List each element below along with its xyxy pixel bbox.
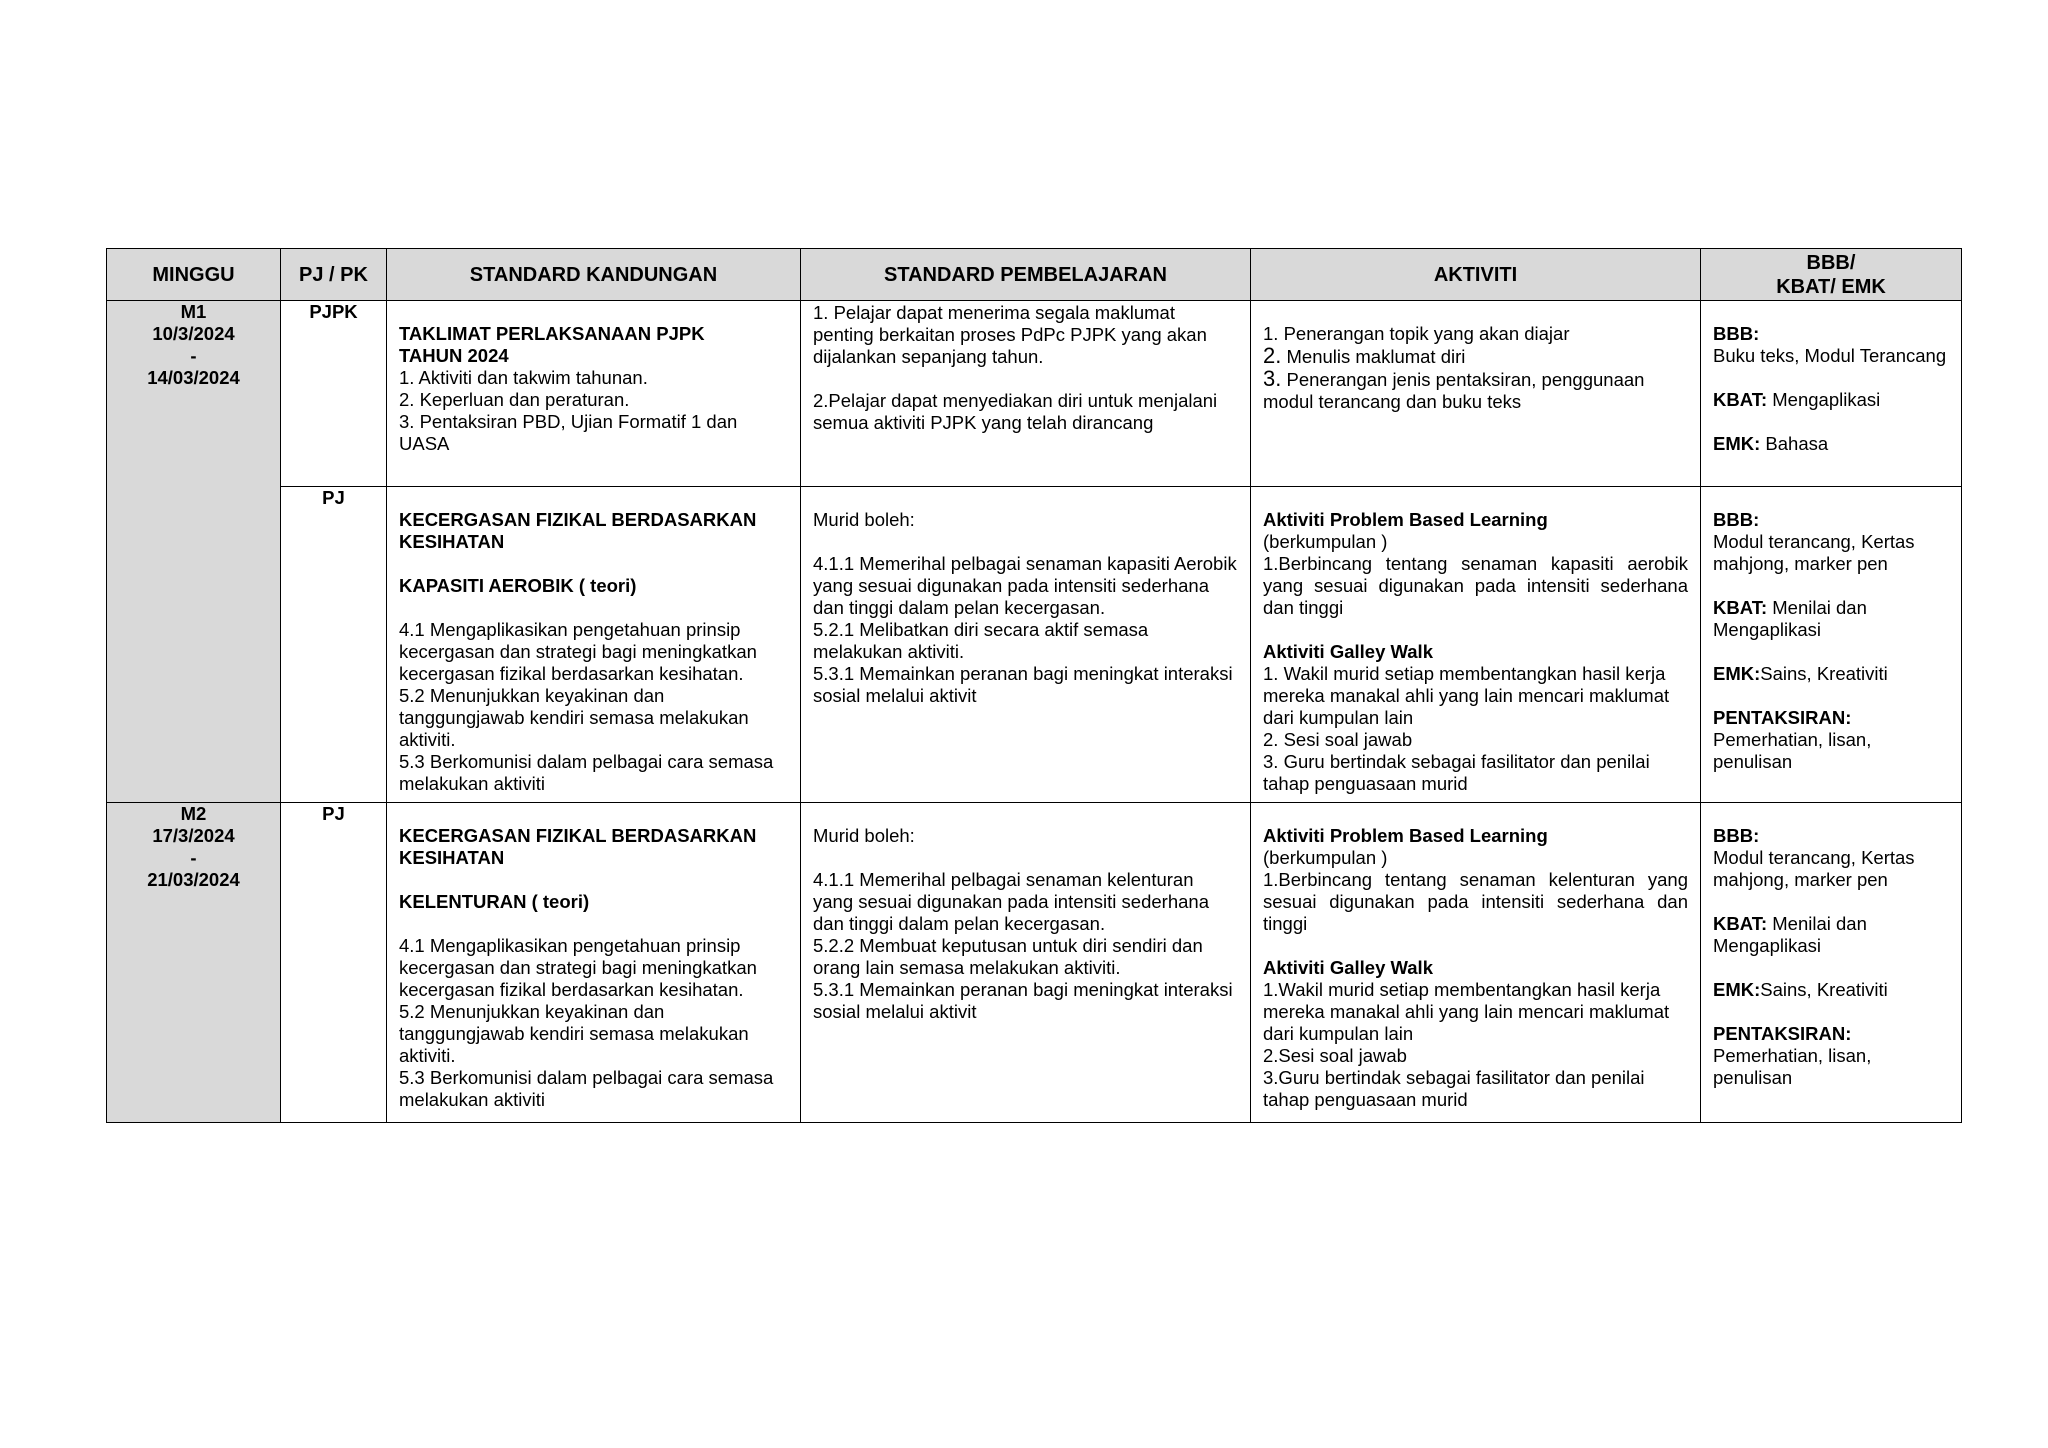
activity-group-note: (berkumpulan ) — [1263, 847, 1388, 868]
sk-item: 3. Pentaksiran PBD, Ujian Formatif 1 dan UASA — [399, 411, 738, 454]
activity-item: 2.Sesi soal jawab — [1263, 1045, 1407, 1066]
aktiviti-cell — [1251, 803, 1701, 1123]
bbb-cell — [1701, 301, 1962, 487]
activity-item: 1.Berbincang tentang senaman kelenturan yang sesuai digunakan pada intensiti sederhana dan tinggi — [1263, 869, 1688, 934]
sp-item: 5.3.1 Memainkan peranan bagi meningkat interaksi sosial melalui aktivit — [813, 979, 1233, 1022]
week-label: M2 — [180, 803, 207, 824]
standard-kandungan-cell — [387, 803, 801, 1123]
bbb-label: BBB: — [1713, 509, 1760, 530]
activity-item: 1. Wakil murid setiap membentangkan hasil kerja mereka manakal ahli yang lain mencari maklumat dari kumpulan lain — [1263, 663, 1670, 728]
type-cell: PJ — [281, 487, 387, 803]
sp-intro: Murid boleh: — [813, 825, 915, 846]
header-pj-pk: PJ / PK — [281, 249, 387, 301]
week-cell-m2 — [107, 803, 281, 1123]
table-row — [107, 487, 1962, 803]
pentaksiran-label: PENTAKSIRAN: — [1713, 1023, 1852, 1044]
sk-title: KECERGASAN FIZIKAL BERDASARKAN KESIHATAN — [399, 509, 757, 552]
activity-item: 2. Menulis maklumat diri — [1263, 343, 1466, 368]
sk-item: 5.3 Berkomunisi dalam pelbagai cara semasa melakukan aktiviti — [399, 1067, 774, 1110]
bbb-value: Modul terancang, Kertas mahjong, marker pen — [1713, 847, 1915, 890]
activity-item: 2. Sesi soal jawab — [1263, 729, 1413, 750]
sk-item: 5.2 Menunjukkan keyakinan dan tanggungjawab kendiri semasa melakukan aktiviti. — [399, 1001, 749, 1066]
sk-item: 2. Keperluan dan peraturan. — [399, 389, 630, 410]
type-cell: PJ — [281, 803, 387, 1123]
week-start-date: 10/3/2024 — [152, 323, 235, 344]
sk-item: 4.1 Mengaplikasikan pengetahuan prinsip kecergasan dan strategi bagi meningkatkan kecergasan fizikal berdasarkan kesihatan. — [399, 619, 757, 684]
type-cell: PJPK — [281, 301, 387, 487]
bbb-label: BBB: — [1713, 323, 1760, 344]
header-aktiviti: AKTIVITI — [1251, 249, 1701, 301]
sp-item: 4.1.1 Memerihal pelbagai senaman kapasiti Aerobik yang sesuai digunakan pada intensiti sederhana dan tinggi dalam pelan kecergasan. — [813, 553, 1237, 618]
sk-item: 1. Aktiviti dan takwim tahunan. — [399, 367, 648, 388]
activity-heading: Aktiviti Problem Based Learning — [1263, 825, 1548, 846]
kbat-line: KBAT: Menilai dan Mengaplikasi — [1713, 913, 1867, 956]
sp-intro: Murid boleh: — [813, 509, 915, 530]
header-minggu: MINGGU — [107, 249, 281, 301]
sp-item: 5.2.2 Membuat keputusan untuk diri sendiri dan orang lain semasa melakukan aktiviti. — [813, 935, 1203, 978]
kbat-line: KBAT: Menilai dan Mengaplikasi — [1713, 597, 1867, 640]
activity-item: 3. Penerangan jenis pentaksiran, penggunaan modul terancang dan buku teks — [1263, 366, 1645, 412]
header-bbb-line2: KBAT/ EMK — [1776, 275, 1886, 298]
header-bbb-line1: BBB/ — [1806, 251, 1856, 274]
emk-line: EMK:Sains, Kreativiti — [1713, 979, 1888, 1000]
emk-line: EMK: Bahasa — [1713, 433, 1829, 454]
activity-item: 1.Berbincang tentang senaman kapasiti aerobik yang sesuai digunakan pada intensiti sederhana dan tinggi — [1263, 553, 1688, 618]
bbb-value: Modul terancang, Kertas mahjong, marker pen — [1713, 531, 1915, 574]
sk-subtitle: KAPASITI AEROBIK ( teori) — [399, 575, 637, 596]
sk-item: 4.1 Mengaplikasikan pengetahuan prinsip kecergasan dan strategi bagi meningkatkan kecergasan fizikal berdasarkan kesihatan. — [399, 935, 757, 1000]
bbb-value: Buku teks, Modul Terancang — [1713, 345, 1947, 366]
header-bbb-kbat-emk — [1701, 249, 1962, 301]
activity-heading: Aktiviti Galley Walk — [1263, 957, 1433, 978]
aktiviti-cell — [1251, 301, 1701, 487]
sk-item: 5.2 Menunjukkan keyakinan dan tanggungjawab kendiri semasa melakukan aktiviti. — [399, 685, 749, 750]
standard-pembelajaran-cell — [801, 301, 1251, 487]
sk-title-year: TAHUN 2024 — [399, 345, 509, 366]
bbb-cell — [1701, 487, 1962, 803]
sp-item: 5.2.1 Melibatkan diri secara aktif semasa melakukan aktiviti. — [813, 619, 1149, 662]
pentaksiran-value: Pemerhatian, lisan, penulisan — [1713, 1045, 1872, 1088]
sp-item: 4.1.1 Memerihal pelbagai senaman kelenturan yang sesuai digunakan pada intensiti sederhana dan tinggi dalam pelan kecergasan. — [813, 869, 1209, 934]
bbb-label: BBB: — [1713, 825, 1760, 846]
lesson-plan-table — [106, 248, 1962, 1123]
sk-subtitle: KELENTURAN ( teori) — [399, 891, 590, 912]
activity-item: 1. Penerangan topik yang akan diajar — [1263, 323, 1570, 344]
sp-item: 2.Pelajar dapat menyediakan diri untuk menjalani semua aktiviti PJPK yang telah dirancang — [813, 390, 1218, 433]
week-cell-m1 — [107, 301, 281, 803]
sk-item: 5.3 Berkomunisi dalam pelbagai cara semasa melakukan aktiviti — [399, 751, 774, 794]
header-standard-kandungan: STANDARD KANDUNGAN — [387, 249, 801, 301]
week-end-date: 21/03/2024 — [147, 869, 240, 890]
week-label: M1 — [180, 301, 207, 322]
week-date-dash: - — [190, 345, 197, 366]
bbb-cell — [1701, 803, 1962, 1123]
sk-title: TAKLIMAT PERLAKSANAAN PJPK — [399, 323, 705, 344]
activity-item: 1.Wakil murid setiap membentangkan hasil kerja mereka manakal ahli yang lain mencari maklumat dari kumpulan lain — [1263, 979, 1670, 1044]
table-row — [107, 803, 1962, 1123]
activity-heading: Aktiviti Problem Based Learning — [1263, 509, 1548, 530]
week-date-dash: - — [190, 847, 197, 868]
activity-item: 3. Guru bertindak sebagai fasilitator dan penilai tahap penguasaan murid — [1263, 751, 1650, 794]
pentaksiran-label: PENTAKSIRAN: — [1713, 707, 1852, 728]
sk-title: KECERGASAN FIZIKAL BERDASARKAN KESIHATAN — [399, 825, 757, 868]
standard-kandungan-cell — [387, 301, 801, 487]
standard-pembelajaran-cell — [801, 803, 1251, 1123]
sp-item: 1. Pelajar dapat menerima segala maklumat penting berkaitan proses PdPc PJPK yang akan dijalankan sepanjang tahun. — [813, 302, 1207, 367]
week-end-date: 14/03/2024 — [147, 367, 240, 388]
header-standard-pembelajaran: STANDARD PEMBELAJARAN — [801, 249, 1251, 301]
pentaksiran-value: Pemerhatian, lisan, penulisan — [1713, 729, 1872, 772]
week-start-date: 17/3/2024 — [152, 825, 235, 846]
table-row — [107, 301, 1962, 487]
aktiviti-cell — [1251, 487, 1701, 803]
header-row — [107, 249, 1962, 301]
sp-item: 5.3.1 Memainkan peranan bagi meningkat interaksi sosial melalui aktivit — [813, 663, 1233, 706]
activity-heading: Aktiviti Galley Walk — [1263, 641, 1433, 662]
standard-kandungan-cell — [387, 487, 801, 803]
standard-pembelajaran-cell — [801, 487, 1251, 803]
activity-item: 3.Guru bertindak sebagai fasilitator dan penilai tahap penguasaan murid — [1263, 1067, 1645, 1110]
kbat-line: KBAT: Mengaplikasi — [1713, 389, 1881, 410]
activity-group-note: (berkumpulan ) — [1263, 531, 1388, 552]
emk-line: EMK:Sains, Kreativiti — [1713, 663, 1888, 684]
